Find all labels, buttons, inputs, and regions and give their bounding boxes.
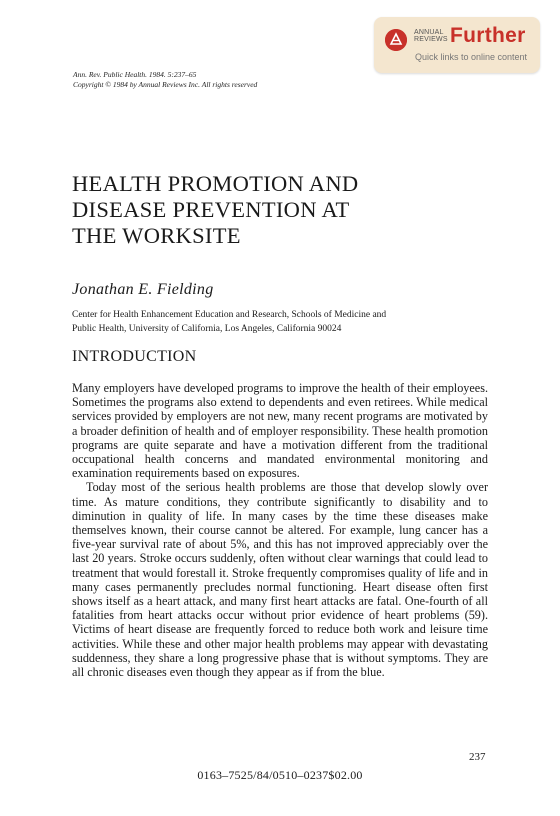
author-name: Jonathan E. Fielding [72, 281, 214, 298]
paragraph: Today most of the serious health problems are those that develop slowly over time. As mature conditions, they contribute significantly to disability and to diminution in quality of life. In many cases by the time these diseases make themselves known, their course cannot be altered. For example, lung cancer has a five-year survival rate of about 5%, and this has not improved appreciably over the last 20 years. Stroke occurs suddenly, often without clear warnings that could lead to treatment that would forestall it. Stroke frequently compromises quality of life and in many cases permanently precludes normal functioning. Heart disease often first shows itself as a heart attack, and many first heart attacks are fatal. One-fourth of all fatalities from heart attacks occur without prior evidence of heart problems (59). Victims of heart disease are frequently forced to reduce both work and leisure time activities. While these and other major health problems may appear with devastating suddenness, they share a long progressive phase that is without symptoms. They are all chronic diseases even though they appear as if from the blue. [72, 480, 488, 680]
copyright-line: Copyright © 1984 by Annual Reviews Inc. All rights reserved [73, 80, 258, 89]
article-title [72, 171, 492, 249]
author-affiliation [72, 308, 492, 336]
citation-line: Ann. Rev. Public Health. 1984. 5:237–65 [73, 70, 197, 79]
paragraph: Many employers have developed programs to improve the health of their employees. Sometimes the programs also extend to dependents and even retirees. While medical services provided by employers are not new, many recent programs are motivated by a broader definition of health and of employer responsibility. These health promotion programs are quite separate and have a motivation different from the traditional occupational health concerns and mandated environmental monitoring and examination requirements based on exposures. [72, 381, 488, 481]
publisher-name: ANNUAL REVIEWS [414, 29, 448, 43]
further-title: Further [450, 24, 526, 47]
affiliation-line: Public Health, University of California, Los Angeles, California 90024 [72, 324, 342, 334]
title-line: DISEASE PREVENTION AT [72, 197, 350, 222]
section-heading: INTRODUCTION [72, 348, 197, 365]
affiliation-line: Center for Health Enhancement Education and Research, Schools of Medicine and [72, 310, 387, 320]
further-subtitle: Quick links to online content [415, 52, 528, 62]
page-number: 237 [469, 751, 486, 763]
annual-reviews-logo-icon [385, 29, 407, 51]
body-text [72, 381, 488, 679]
title-line: THE WORKSITE [72, 223, 241, 248]
article-code: 0163–7525/84/0510–0237$02.00 [197, 768, 363, 782]
title-line: HEALTH PROMOTION AND [72, 171, 359, 196]
further-links-badge[interactable] [374, 17, 540, 73]
journal-citation [73, 70, 257, 90]
